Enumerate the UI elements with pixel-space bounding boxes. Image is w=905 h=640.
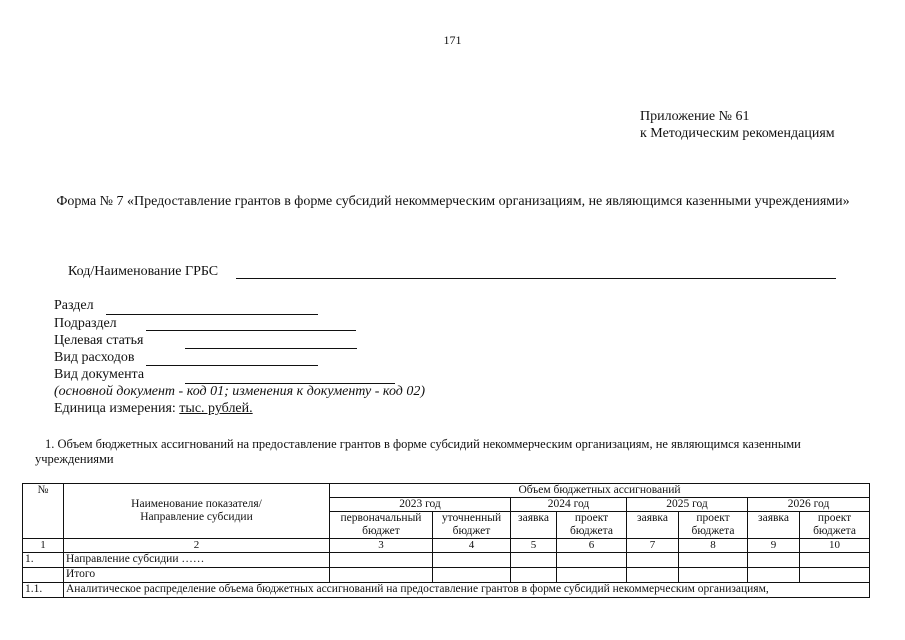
col-number: 4 [433, 539, 511, 553]
year-2024-header: 2024 год [511, 498, 627, 512]
year-2025-header: 2025 год [627, 498, 748, 512]
sub-proekt-2026: проект бюджета [800, 512, 870, 539]
table-cell[interactable] [800, 553, 870, 568]
row-name: Итого [64, 568, 330, 583]
table-cell[interactable] [679, 568, 748, 583]
table-cell[interactable] [511, 553, 557, 568]
podrazdel-label: Подраздел [54, 316, 117, 331]
col-number: 9 [748, 539, 800, 553]
table-cell[interactable] [748, 553, 800, 568]
col-name-header [64, 484, 330, 539]
table-row [23, 553, 870, 568]
row-name: Направление субсидии …… [64, 553, 330, 568]
grbs-input-line[interactable] [236, 278, 836, 279]
table-cell[interactable] [433, 568, 511, 583]
year-2023-header: 2023 год [330, 498, 511, 512]
table-row [23, 568, 870, 583]
form-title: Форма № 7 «Предоставление грантов в форме субсидий некоммерческим организациям, не являющимся казенными учреждениями» [56, 194, 850, 209]
col-num-header: № [23, 484, 64, 539]
sub-revised-budget: уточненный бюджет [433, 512, 511, 539]
sub-zayavka-2026: заявка [748, 512, 800, 539]
row-number [23, 568, 64, 583]
section-1-heading: 1. Объем бюджетных ассигнований на предоставление грантов в форме субсидий некоммерческим организациям, не являющимся казенными учреждениями [35, 437, 801, 466]
vid-rashodov-label: Вид расходов [54, 350, 135, 365]
sub-zayavka-2024: заявка [511, 512, 557, 539]
table-cell[interactable] [557, 568, 627, 583]
table-cell[interactable] [433, 553, 511, 568]
vid-dokumenta-input-line[interactable] [185, 369, 395, 384]
page-number: 171 [443, 33, 462, 47]
appendix-line-2: к Методическим рекомендациям [640, 126, 835, 141]
col-number: 6 [557, 539, 627, 553]
celevaya-label: Целевая статья [54, 333, 144, 348]
grbs-label: Код/Наименование ГРБС [68, 264, 219, 279]
table-cell[interactable] [800, 568, 870, 583]
budget-table [22, 483, 870, 598]
col-name-line-2: Направление субсидии [140, 511, 253, 523]
celevaya-input-line[interactable] [185, 334, 357, 349]
table-cell[interactable] [748, 568, 800, 583]
sub-proekt-2024: проект бюджета [557, 512, 627, 539]
table-cell[interactable] [627, 568, 679, 583]
razdel-label: Раздел [54, 298, 94, 313]
col-number: 8 [679, 539, 748, 553]
vid-rashodov-input-line[interactable] [146, 351, 318, 366]
table-cell[interactable] [330, 568, 433, 583]
sub-initial-budget: первоначальный бюджет [330, 512, 433, 539]
year-2026-header: 2026 год [748, 498, 870, 512]
col-number: 1 [23, 539, 64, 553]
podrazdel-input-line[interactable] [146, 316, 356, 331]
col-number: 5 [511, 539, 557, 553]
col-volume-header: Объем бюджетных ассигнований [330, 484, 870, 498]
col-number: 7 [627, 539, 679, 553]
table-cell[interactable] [557, 553, 627, 568]
col-name-line-1: Наименование показателя/ [131, 498, 262, 510]
sub-proekt-2025: проект бюджета [679, 512, 748, 539]
unit-line [54, 401, 253, 417]
unit-label: Единица измерения: [54, 401, 176, 416]
row-name: Аналитическое распределение объема бюджетных ассигнований на предоставление грантов в форме субсидий некоммерческим организациям, [64, 583, 870, 598]
appendix-line-1: Приложение № 61 [640, 109, 750, 124]
col-number: 10 [800, 539, 870, 553]
col-number: 2 [64, 539, 330, 553]
razdel-input-line[interactable] [106, 300, 318, 315]
appendix-heading [640, 108, 835, 142]
vid-dokumenta-label: Вид документа [54, 367, 145, 382]
row-number: 1. [23, 553, 64, 568]
table-cell[interactable] [511, 568, 557, 583]
col-number: 3 [330, 539, 433, 553]
doc-note: (основной документ - код 01; изменения к документу - код 02) [54, 384, 426, 399]
row-number: 1.1. [23, 583, 64, 598]
table-row [23, 583, 870, 598]
table-cell[interactable] [679, 553, 748, 568]
table-cell[interactable] [330, 553, 433, 568]
unit-value: тыс. рублей. [179, 401, 253, 416]
table-cell[interactable] [627, 553, 679, 568]
sub-zayavka-2025: заявка [627, 512, 679, 539]
